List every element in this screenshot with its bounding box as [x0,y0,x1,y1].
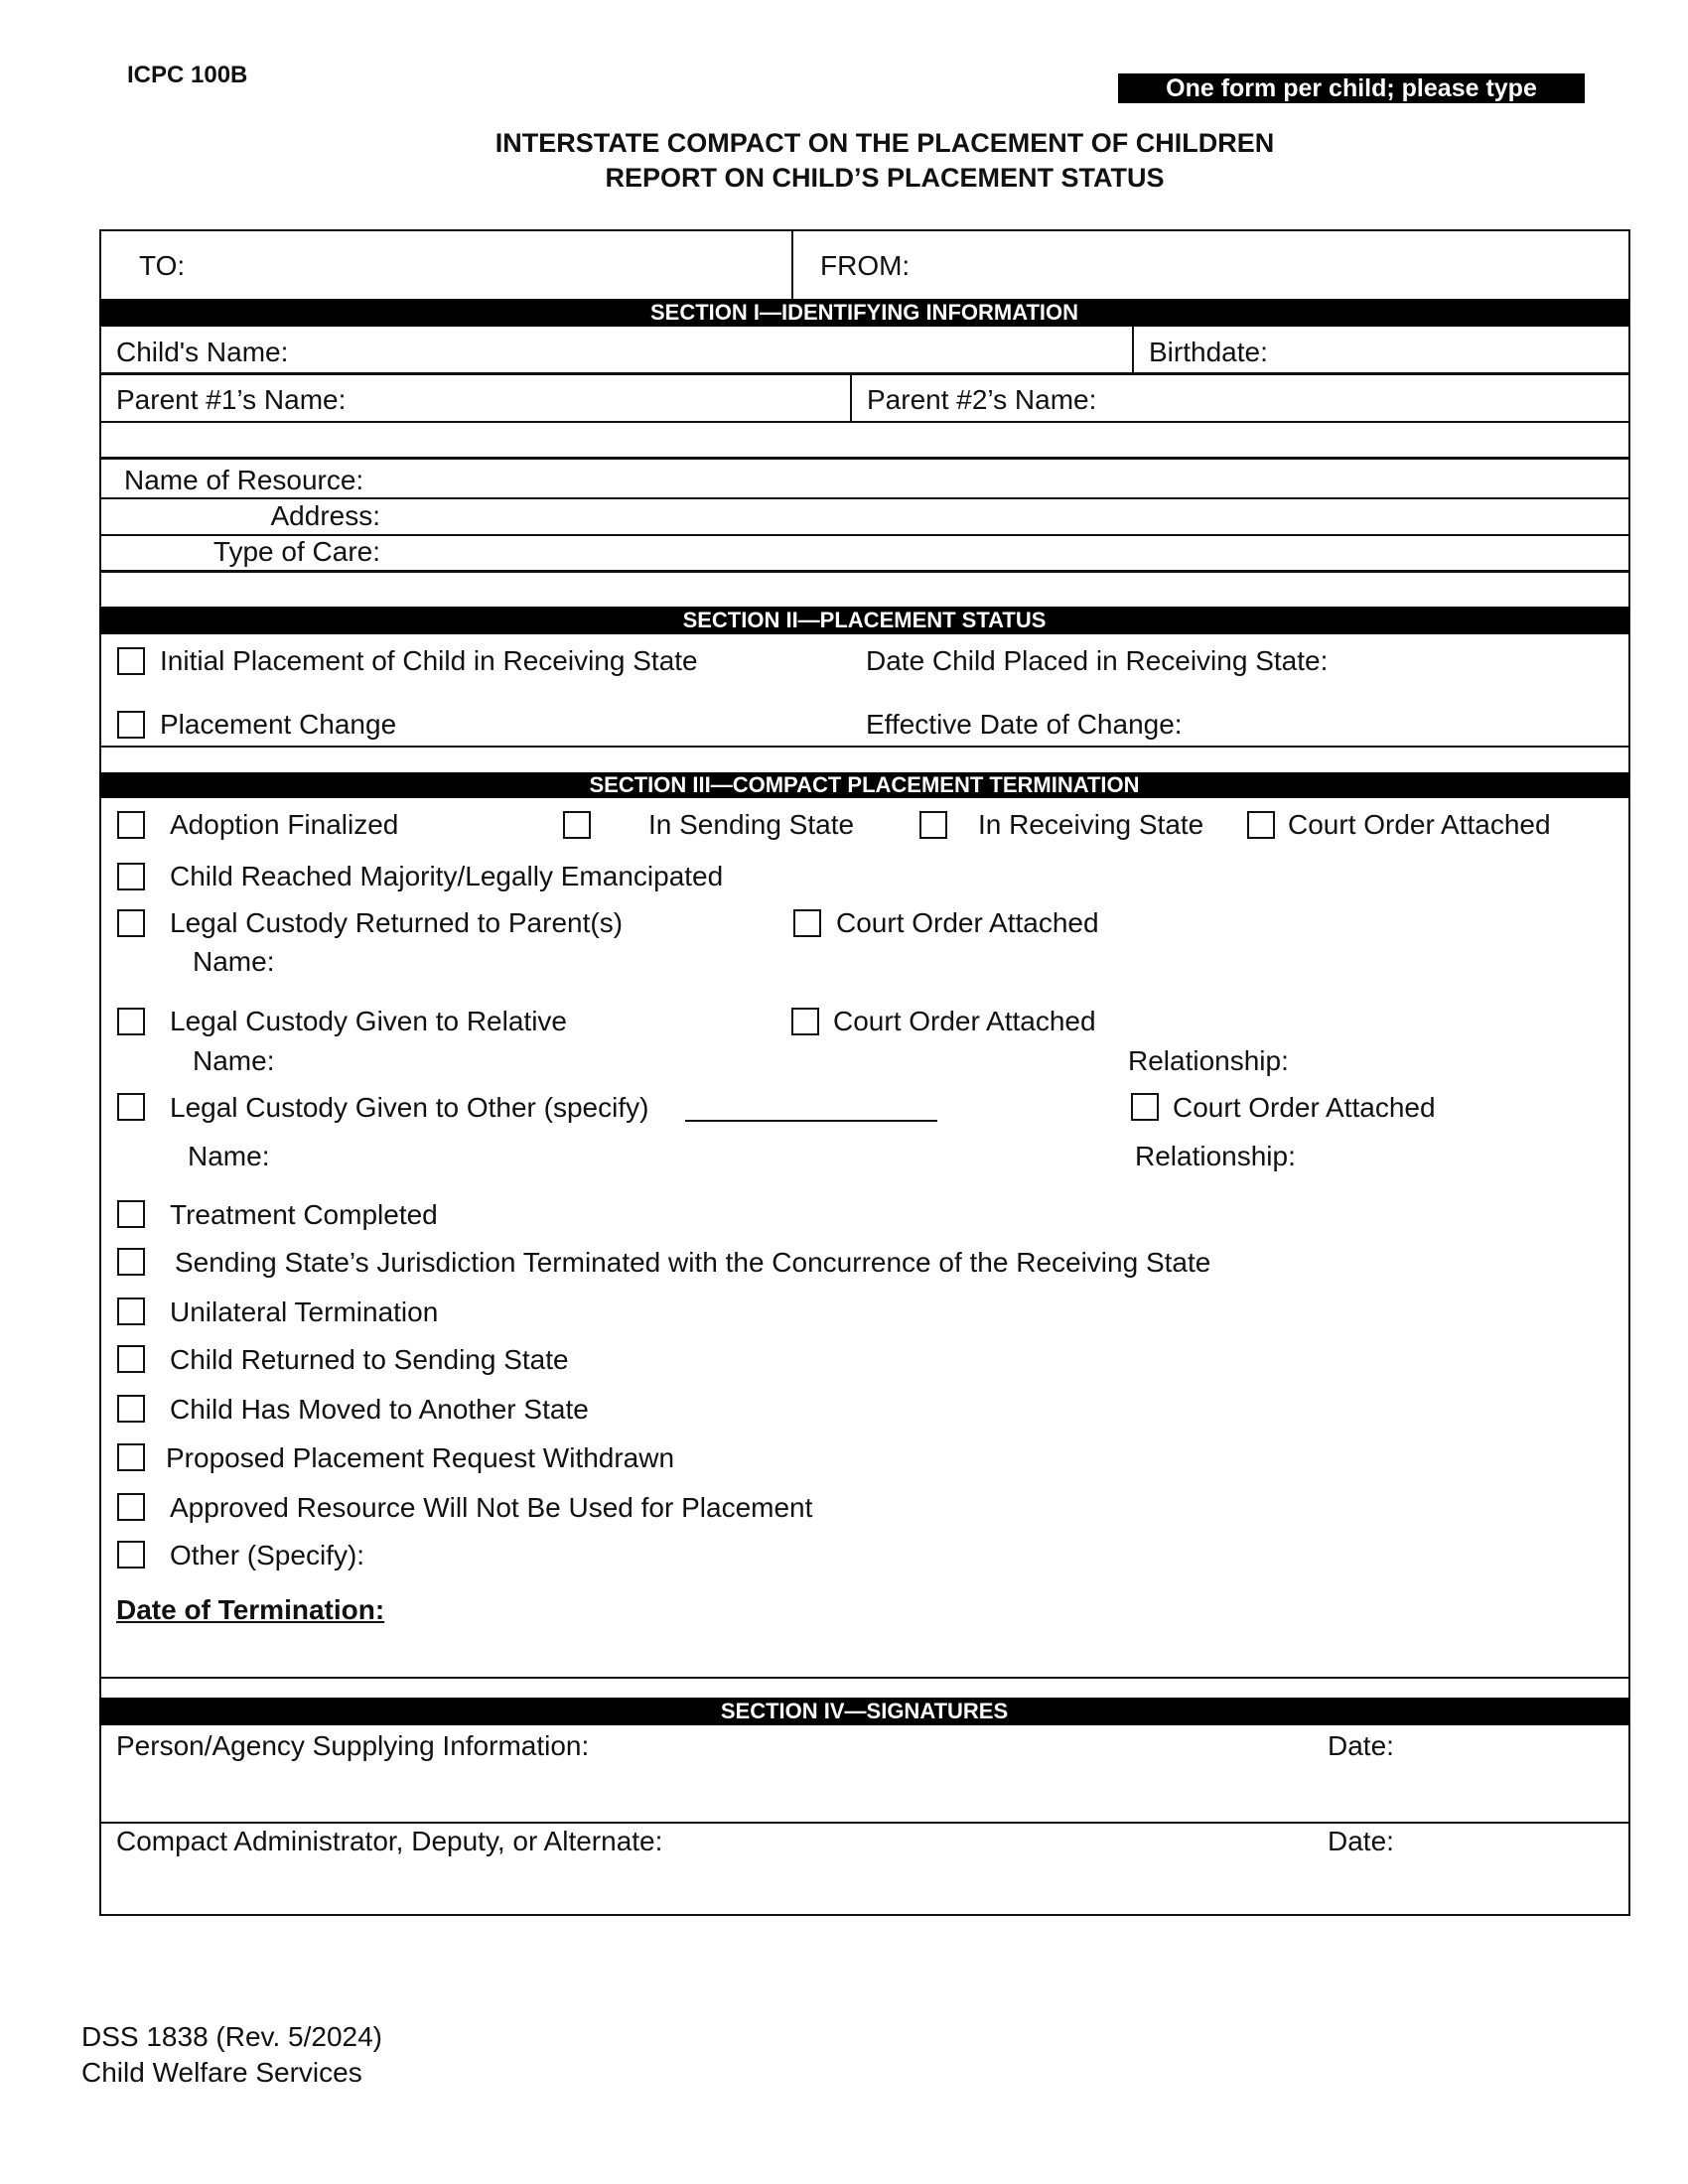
moved-label: Child Has Moved to Another State [170,1394,589,1425]
effective-date-field[interactable]: Effective Date of Change: [866,709,1183,740]
date-placed-field[interactable]: Date Child Placed in Receiving State: [866,645,1329,676]
adoption-finalized-checkbox[interactable] [117,811,145,839]
treatment-checkbox[interactable] [117,1200,145,1228]
in-sending-state-label: In Sending State [648,809,855,840]
jurisdiction-label: Sending State’s Jurisdiction Terminated with the Concurrence of the Receiving State [175,1247,1211,1278]
divider [99,457,1629,460]
section-2-header: SECTION II—PLACEMENT STATUS [99,607,1629,634]
in-receiving-state-label: In Receiving State [978,809,1204,840]
other-court-order-checkbox[interactable] [1131,1093,1159,1121]
not-used-checkbox[interactable] [117,1493,145,1521]
relative-court-order-label: Court Order Attached [833,1006,1096,1036]
person-date-field[interactable]: Date: [1328,1730,1394,1761]
administrator-field[interactable]: Compact Administrator, Deputy, or Alternate: [116,1826,663,1856]
adoption-finalized-label: Adoption Finalized [170,809,399,840]
divider [99,1677,1629,1679]
from-field[interactable]: FROM: [820,250,911,281]
date-of-termination-field[interactable]: Date of Termination: [116,1594,385,1625]
divider [1132,327,1134,372]
moved-checkbox[interactable] [117,1395,145,1423]
in-sending-state-checkbox[interactable] [563,811,591,839]
returned-parent-checkbox[interactable] [117,909,145,937]
adoption-court-order-checkbox[interactable] [1247,811,1275,839]
divider [99,421,1629,423]
form-number: DSS 1838 (Rev. 5/2024) [81,2021,382,2052]
specify-line[interactable] [685,1120,937,1122]
agency-name: Child Welfare Services [81,2057,362,2088]
other-name-field[interactable]: Name: [188,1141,270,1171]
relative-court-order-checkbox[interactable] [791,1008,819,1035]
divider [99,372,1629,375]
treatment-label: Treatment Completed [170,1199,438,1230]
other-relationship-field[interactable]: Relationship: [1135,1141,1296,1171]
not-used-label: Approved Resource Will Not Be Used for Placement [170,1492,813,1523]
other-custody-label: Legal Custody Given to Other (specify) [170,1092,649,1123]
section-4-header: SECTION IV—SIGNATURES [99,1698,1629,1725]
form-title: INTERSTATE COMPACT ON THE PLACEMENT OF CHILDREN [494,128,1275,158]
birthdate-field[interactable]: Birthdate: [1149,337,1268,367]
withdrawn-checkbox[interactable] [117,1443,145,1471]
form-subtitle: REPORT ON CHILD’S PLACEMENT STATUS [605,163,1165,193]
divider [99,570,1629,573]
other-checkbox[interactable] [117,1541,145,1569]
divider [99,497,1629,499]
to-field[interactable]: TO: [139,250,186,281]
jurisdiction-checkbox[interactable] [117,1248,145,1276]
divider [850,374,852,421]
parent2-name-field[interactable]: Parent #2’s Name: [867,384,1097,415]
majority-checkbox[interactable] [117,863,145,890]
placement-change-label: Placement Change [160,709,397,740]
other-court-order-label: Court Order Attached [1173,1092,1436,1123]
parent-court-order-checkbox[interactable] [793,909,821,937]
section-1-header: SECTION I—IDENTIFYING INFORMATION [99,299,1629,327]
form-id: ICPC 100B [127,62,248,88]
unilateral-label: Unilateral Termination [170,1297,439,1327]
address-field[interactable]: Address: [270,500,380,531]
resource-name-field[interactable]: Name of Resource: [124,465,364,495]
administrator-date-field[interactable]: Date: [1328,1826,1394,1856]
person-agency-field[interactable]: Person/Agency Supplying Information: [116,1730,590,1761]
in-receiving-state-checkbox[interactable] [919,811,947,839]
divider [791,229,793,299]
parent-name-field[interactable]: Name: [193,946,275,977]
returned-parent-label: Legal Custody Returned to Parent(s) [170,907,624,938]
returned-sending-checkbox[interactable] [117,1345,145,1373]
divider [99,1822,1629,1824]
returned-sending-label: Child Returned to Sending State [170,1344,569,1375]
initial-placement-label: Initial Placement of Child in Receiving State [160,645,698,676]
other-custody-checkbox[interactable] [117,1093,145,1121]
parent-court-order-label: Court Order Attached [836,907,1099,938]
relative-checkbox[interactable] [117,1008,145,1035]
relative-relationship-field[interactable]: Relationship: [1128,1045,1289,1076]
adoption-court-order-label: Court Order Attached [1288,809,1551,840]
relative-name-field[interactable]: Name: [193,1045,275,1076]
notice-badge: One form per child; please type [1118,73,1585,103]
withdrawn-label: Proposed Placement Request Withdrawn [166,1442,675,1473]
relative-label: Legal Custody Given to Relative [170,1006,567,1036]
initial-placement-checkbox[interactable] [117,647,145,675]
placement-change-checkbox[interactable] [117,711,145,739]
other-specify-field[interactable]: Other (Specify): [170,1540,365,1570]
majority-label: Child Reached Majority/Legally Emancipated [170,861,724,891]
type-of-care-field[interactable]: Type of Care: [212,536,380,567]
unilateral-checkbox[interactable] [117,1297,145,1325]
child-name-field[interactable]: Child's Name: [116,337,289,367]
section-3-header: SECTION III—COMPACT PLACEMENT TERMINATION [99,772,1629,798]
divider [99,746,1629,748]
parent1-name-field[interactable]: Parent #1’s Name: [116,384,347,415]
